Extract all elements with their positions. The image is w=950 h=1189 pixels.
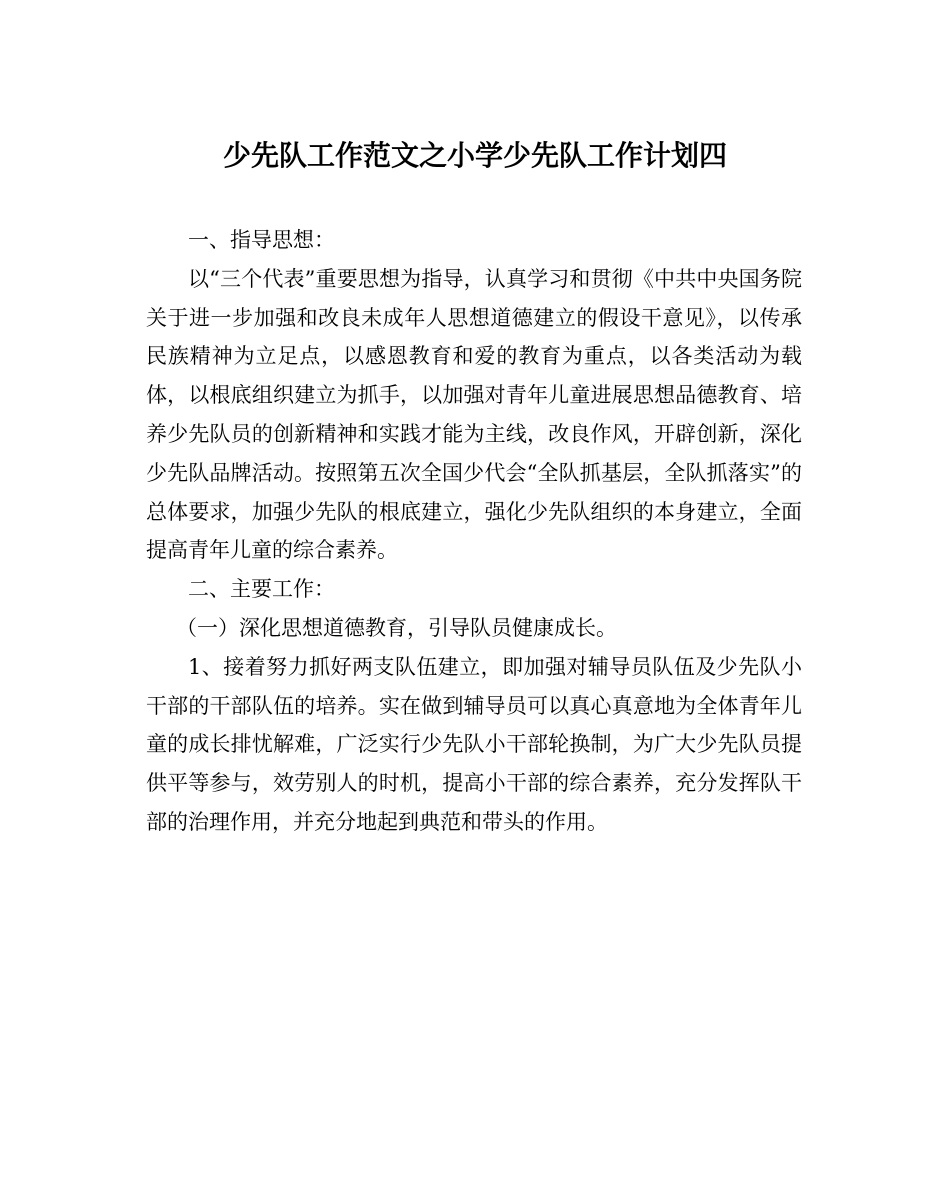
paragraph-team-building: 1、接着努力抓好两支队伍建立，即加强对辅导员队伍及少先队小干部的干部队伍的培养。实在做到辅导员可以真心真意地为全体青年儿童的成长排忧解难，广泛实行少先队小干部轮换制，为广大少先队员提供平等参与，效劳别人的时机，提高小干部的综合素养，充分发挥队干部的治理作用，并充分地起到典范和带头的作用。 (146, 654, 802, 834)
paragraph-guiding-ideology: 以“三个代表”重要思想为指导，认真学习和贯彻《中共中央国务院关于进一步加强和改良未成年人思想道德建立的假设干意见》，以传承民族精神为立足点，以感恩教育和爱的教育为重点，以各类活动为载体，以根底组织建立为抓手，以加强对青年儿童进展思想品德教育、培养少先队员的创新精神和实践才能为主线，改良作风，开辟创新，深化少先队品牌活动。按照第五次全国少代会“全队抓基层，全队抓落实”的总体要求，加强少先队的根底建立，强化少先队组织的本身建立，全面提高青年儿童的综合素养。 (146, 266, 802, 563)
subsection-heading-moral-education: （一）深化思想道德教育，引导队员健康成长。 (176, 615, 617, 640)
document-title: 少先队工作范文之小学少先队工作计划四 (222, 139, 727, 172)
document-body (146, 221, 802, 842)
section-heading-main-work: 二、主要工作： (188, 577, 335, 602)
section-heading-guiding-ideology: 一、指导思想： (188, 228, 335, 252)
